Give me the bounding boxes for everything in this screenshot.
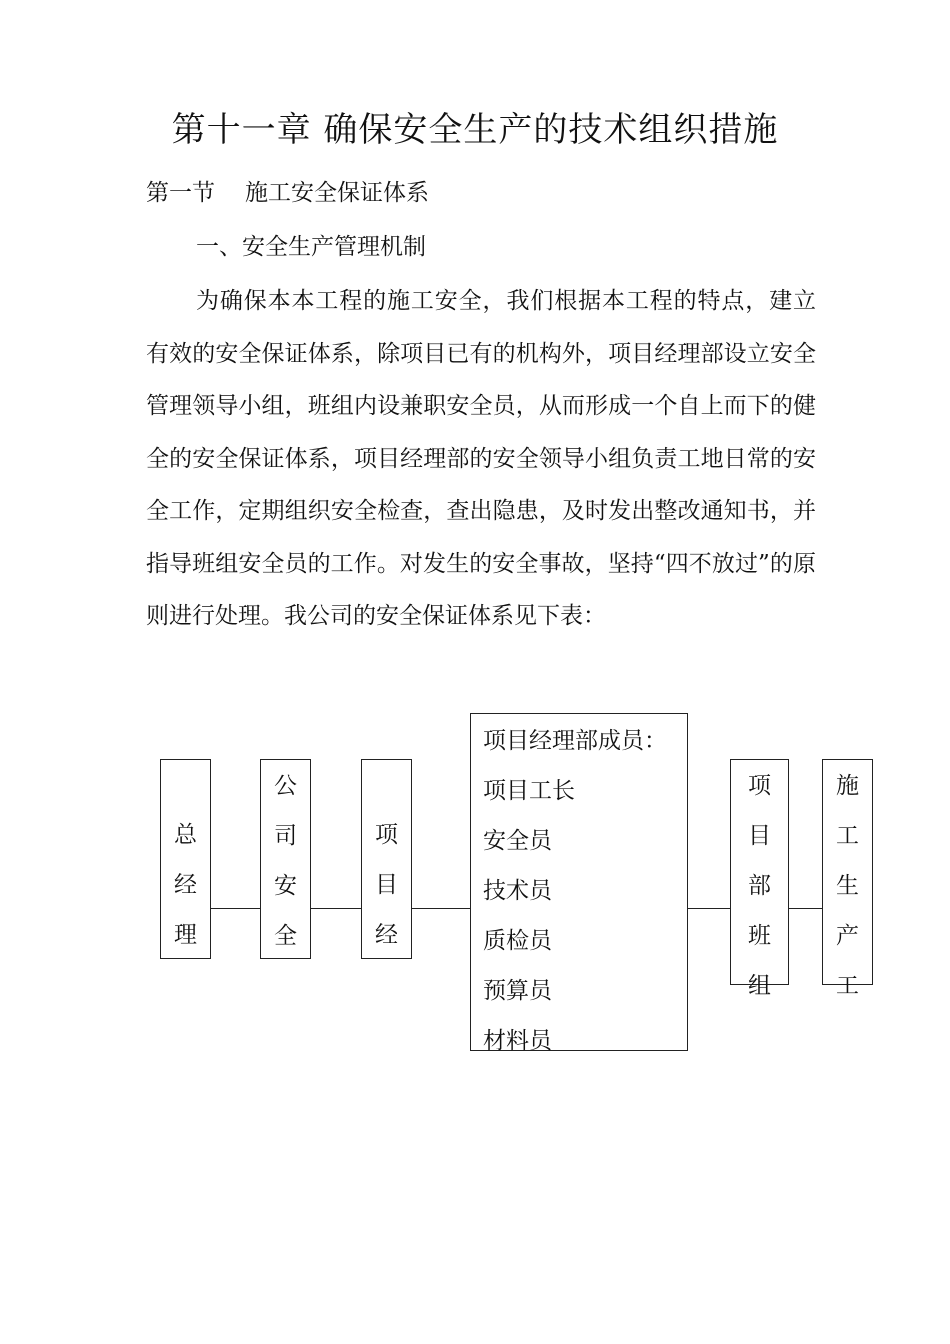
- construction-workers-char: 产: [836, 923, 859, 949]
- project-team-char: 项: [748, 773, 771, 799]
- general-manager-char: 总: [174, 822, 197, 848]
- construction-workers-char: 工: [836, 973, 859, 999]
- project-manager-char: 项: [375, 822, 398, 848]
- company-safety-char: 全: [274, 923, 297, 949]
- general-manager-char: 经: [174, 872, 197, 898]
- project-members-box: [470, 713, 688, 1054]
- project-manager-box: [361, 759, 412, 959]
- section-name: 施工安全保证体系: [245, 180, 429, 206]
- general-manager-char: 理: [174, 922, 197, 948]
- member-item: 质检员: [483, 928, 552, 954]
- section-number: 第一节: [146, 180, 215, 206]
- connector-team-workers: [789, 908, 822, 909]
- project-manager-char: 经: [375, 922, 398, 948]
- connector-pm-members: [412, 908, 470, 909]
- member-item: 项目工长: [483, 778, 575, 804]
- company-safety-box: [260, 759, 311, 959]
- project-team-char: 组: [748, 973, 771, 999]
- members-heading: 项目经理部成员：: [483, 728, 667, 754]
- construction-workers-box: [822, 759, 873, 999]
- project-team-char: 目: [748, 823, 771, 849]
- company-safety-char: 公: [274, 773, 297, 799]
- member-item: 预算员: [483, 978, 552, 1004]
- member-item: 材料员: [483, 1028, 552, 1054]
- project-team-box: [730, 759, 789, 999]
- general-manager-box: [160, 759, 211, 959]
- company-safety-char: 司: [274, 823, 297, 849]
- company-safety-char: 安: [274, 873, 297, 899]
- section-heading: [146, 176, 429, 210]
- construction-workers-char: 生: [836, 873, 859, 899]
- connector-company-pm: [311, 908, 361, 909]
- project-team-char: 班: [748, 923, 771, 949]
- subheading: 一、安全生产管理机制: [196, 234, 426, 260]
- project-manager-char: 目: [375, 872, 398, 898]
- member-item: 技术员: [483, 878, 552, 904]
- project-team-char: 部: [748, 873, 771, 899]
- body-paragraph: 为确保本本工程的施工安全，我们根据本工程的特点，建立有效的安全保证体系，除项目已有的机构外，项目经理部设立安全管理领导小组，班组内设兼职安全员，从而形成一个自上而下的健全的安全保证体系，项目经理部的安全领导小组负责工地日常的安全工作，定期组织安全检查，查出隐患，及时发出整改通知书，并指导班组安全员的工作。对发生的安全事故，坚持“四不放过”的原则进行处理。我公司的安全保证体系见下表：: [146, 288, 816, 629]
- member-item: 安全员: [483, 828, 552, 854]
- page-title: 第十一章 确保安全生产的技术组织措施: [171, 110, 779, 150]
- construction-workers-char: 施: [836, 773, 859, 799]
- connector-gm-company: [210, 908, 260, 909]
- construction-workers-char: 工: [836, 823, 859, 849]
- connector-members-team: [688, 908, 730, 909]
